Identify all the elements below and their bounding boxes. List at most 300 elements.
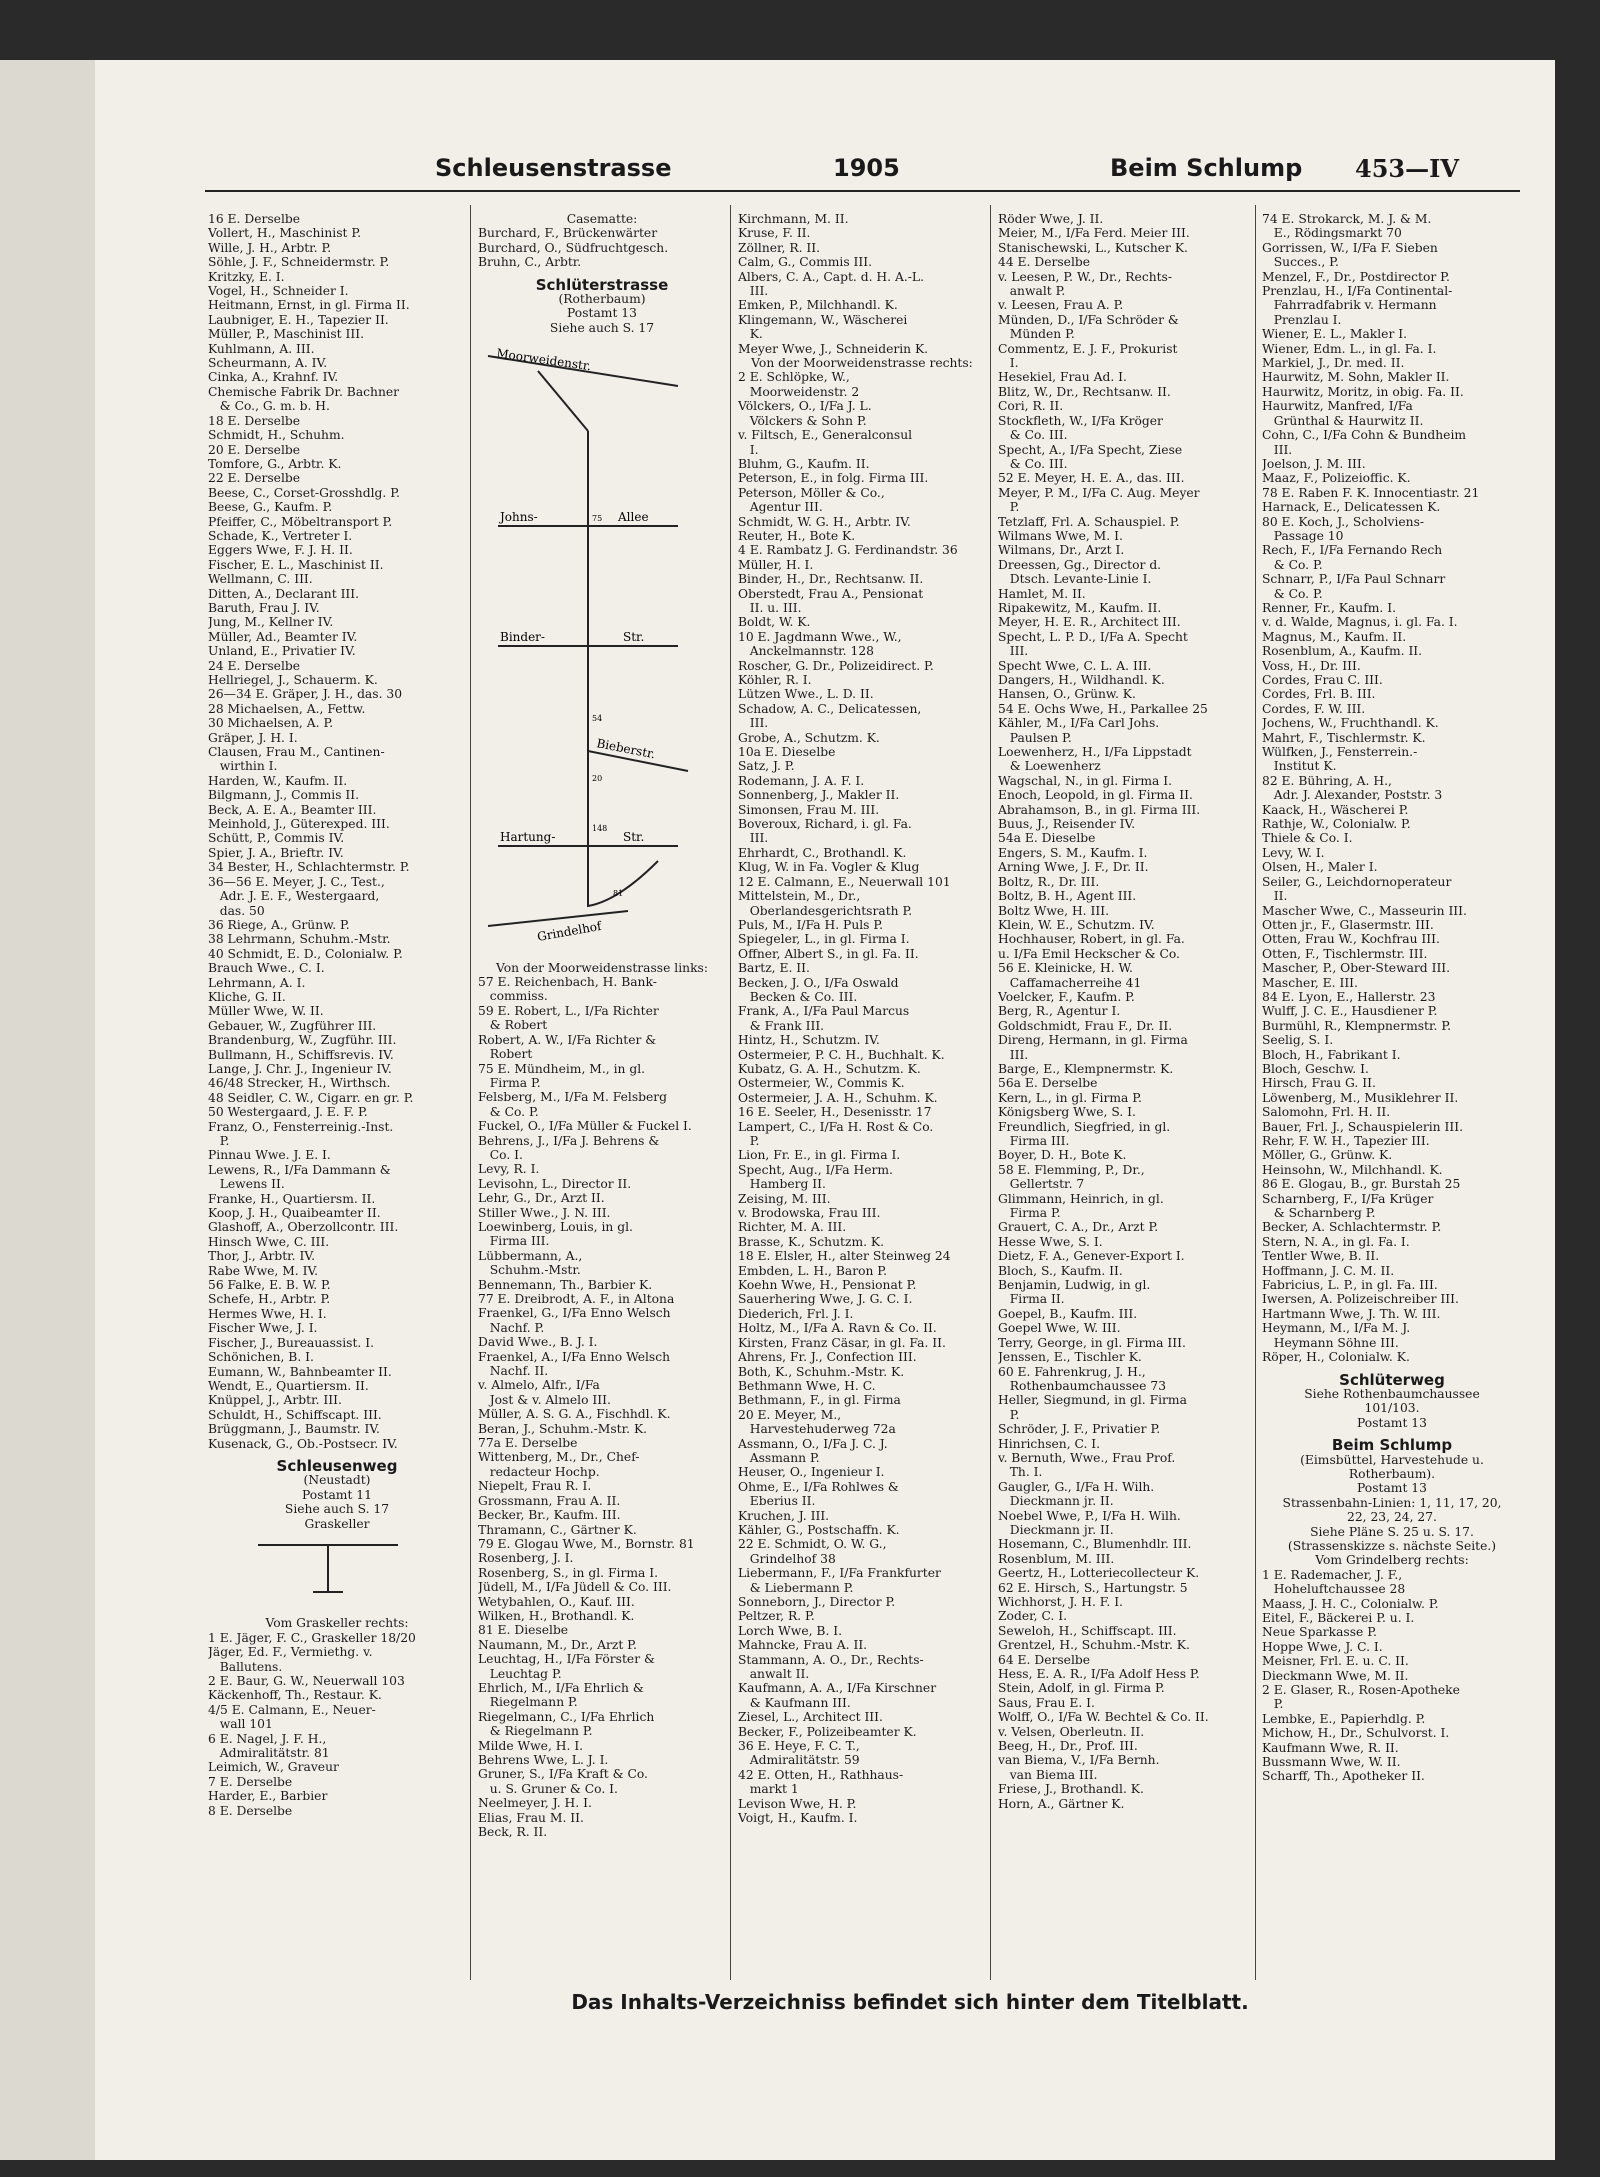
resident-entry: Rosenberg, S., in gl. Firma I. (478, 1565, 658, 1580)
house-number-entry: 42 E. Otten, H., Rathhaus- (738, 1767, 904, 1782)
resident-entry: Joelson, J. M. III. (1262, 456, 1366, 471)
resident-entry: Becker, F., Polizeibeamter K. (738, 1724, 917, 1739)
resident-entry: Franz, O., Fensterreinig.-Inst. (208, 1119, 394, 1134)
house-number-entry: 36—56 E. Meyer, J. C., Test., (208, 874, 385, 889)
resident-entry: Boltz Wwe, H. III. (998, 903, 1109, 918)
resident-entry: Lehrmann, A. I. (208, 975, 306, 990)
resident-entry: Levy, R. I. (478, 1162, 540, 1177)
house-number-entry: 81 E. Dieselbe (478, 1623, 569, 1638)
directory-column-2 (478, 212, 726, 1982)
resident-entry: Dangers, H., Wildhandl. K. (998, 673, 1165, 687)
resident-entry: Harvestehuderweg 72a (738, 1422, 896, 1437)
resident-entry: Otten jr., F., Glasermstr. III. (1262, 917, 1434, 932)
resident-entry: Bethmann Wwe, H. C. (738, 1378, 876, 1393)
resident-entry: wall 101 (208, 1717, 273, 1732)
resident-entry: Bloch, H., Fabrikant I. (1262, 1047, 1401, 1062)
section-note: Postamt 13 (1357, 1415, 1427, 1430)
resident-entry: Clausen, Frau M., Cantinen- (208, 745, 385, 760)
house-number-entry: 40 Schmidt, E. D., Colonialw. P. (208, 946, 403, 961)
house-number-entry: 22 E. Derselbe (208, 471, 301, 486)
house-number-entry: 18 E. Elsler, H., alter Steinweg 24 (738, 1249, 951, 1264)
resident-entry: Heymann Söhne III. (1262, 1335, 1399, 1350)
resident-entry: Wetybahlen, O., Kauf. III. (478, 1594, 635, 1609)
house-number-entry: 8 E. Derselbe (208, 1803, 293, 1818)
resident-entry: II. u. III. (738, 600, 802, 615)
house-number-entry: 38 Lehrmann, Schuhm.-Mstr. (208, 932, 391, 947)
resident-entry: Spiegeler, L., in gl. Firma I. (738, 932, 910, 947)
resident-entry: Nachf. P. (478, 1320, 545, 1335)
resident-entry: II. (1262, 889, 1288, 904)
resident-entry: Harden, W., Kaufm. II. (208, 773, 348, 788)
resident-entry: Vollert, H., Maschinist P. (208, 226, 362, 241)
resident-entry: Möller, G., Grünw. K. (1262, 1148, 1393, 1163)
resident-entry: v. Velsen, Oberleutn. II. (998, 1724, 1145, 1739)
resident-entry: Sonneborn, J., Director P. (738, 1595, 896, 1609)
resident-entry: Bloch, S., Kaufm. II. (998, 1263, 1123, 1278)
resident-entry: u. I/Fa Emil Heckscher & Co. (998, 946, 1180, 961)
resident-entry: Thiele & Co. I. (1262, 831, 1353, 846)
resident-entry: Harder, E., Barbier (208, 1789, 328, 1804)
resident-entry: P. (998, 500, 1020, 515)
resident-entry: Zeising, M. III. (738, 1191, 831, 1206)
resident-entry: Brandenburg, W., Zugführ. III. (208, 1033, 397, 1048)
resident-entry: & Riegelmann P. (478, 1724, 593, 1739)
resident-entry: Enoch, Leopold, in gl. Firma II. (998, 788, 1193, 803)
section-note: Rotherbaum). (1348, 1466, 1436, 1481)
section-note: Siehe auch S. 17 (549, 320, 655, 335)
directory-column-5 (1262, 212, 1522, 1982)
resident-entry: Thramann, C., Gärtner K. (478, 1522, 637, 1537)
resident-entry: Commentz, E. J. F., Prokurist (998, 341, 1178, 356)
page-header (205, 150, 1520, 192)
resident-entry: Schefe, H., Arbtr. P. (208, 1292, 331, 1307)
resident-entry: & Co. III. (998, 456, 1068, 471)
resident-entry: Gebauer, W., Zugführer III. (208, 1018, 377, 1033)
resident-entry: Paulsen P. (998, 730, 1072, 745)
resident-entry: Wilmans Wwe, M. I. (998, 528, 1123, 543)
resident-entry: Riegelmann, C., I/Fa Ehrlich (478, 1709, 655, 1724)
resident-entry: Passage 10 (1262, 528, 1344, 543)
resident-entry: E., Rödingsmarkt 70 (1262, 226, 1402, 241)
house-number-entry: 56 E. Kleinicke, H. W. (998, 961, 1133, 976)
resident-entry: Dietz, F. A., Genever-Export I. (998, 1249, 1185, 1264)
house-number-entry: 58 E. Flemming, P., Dr., (998, 1162, 1145, 1177)
section-note: Postamt 13 (1357, 1481, 1427, 1496)
resident-entry: Ostermeier, P. C. H., Buchhalt. K. (738, 1047, 945, 1062)
resident-entry: Gruner, S., I/Fa Kraft & Co. (478, 1767, 648, 1782)
resident-entry: Brauch Wwe., C. I. (208, 961, 325, 976)
resident-entry: Röder Wwe, J. II. (998, 212, 1104, 226)
resident-entry: Otten, F., Tischlermstr. III. (1262, 946, 1428, 961)
street-sketch-graskeller (208, 1537, 448, 1607)
house-number-entry: 1 E. Jäger, F. C., Graskeller 18/20 (208, 1630, 416, 1645)
resident-entry: Bluhm, G., Kaufm. II. (738, 456, 870, 471)
resident-entry: Iwersen, A. Polizeischreiber III. (1262, 1292, 1459, 1307)
resident-entry: Jäger, Ed. F., Vermiethg. v. (208, 1645, 373, 1660)
house-number-entry: 48 Seidler, C. W., Cigarr. en gr. P. (208, 1090, 414, 1105)
resident-entry: Eumann, W., Bahnbeamter II. (208, 1364, 392, 1379)
resident-entry: Fraenkel, G., I/Fa Enno Welsch (478, 1306, 671, 1321)
resident-entry: Beran, J., Schuhm.-Mstr. K. (478, 1421, 648, 1436)
resident-entry: Koop, J. H., Quaibeamter II. (208, 1206, 381, 1221)
resident-entry: Simonsen, Frau M. III. (738, 802, 880, 817)
resident-entry: Behrens, J., I/Fa J. Behrens & (478, 1133, 660, 1148)
resident-entry: Neue Sparkasse P. (1262, 1625, 1377, 1640)
resident-entry: Calm, G., Commis III. (738, 255, 873, 270)
resident-entry: Bullmann, H., Schiffsrevis. IV. (208, 1047, 394, 1062)
resident-entry: Bennemann, Th., Barbier K. (478, 1277, 653, 1292)
resident-entry: Richter, M. A. III. (738, 1220, 847, 1235)
section-note: Vom Graskeller rechts: (265, 1616, 409, 1631)
house-number-entry: 56 Falke, E. B. W. P. (208, 1278, 331, 1293)
resident-entry: Kähler, G., Postschaffn. K. (738, 1522, 900, 1537)
house-number-entry: 20 E. Derselbe (208, 442, 301, 457)
resident-entry: Lembke, E., Papierhdlg. P. (1262, 1711, 1426, 1726)
house-number-entry: 54 E. Ochs Wwe, H., Parkallee 25 (998, 701, 1208, 716)
resident-entry: Zoder, C. I. (998, 1609, 1067, 1624)
resident-entry: Berg, R., Agentur I. (998, 1004, 1121, 1019)
resident-entry: Ripakewitz, M., Kaufm. II. (998, 600, 1162, 615)
resident-entry: Grindelhof 38 (738, 1551, 836, 1566)
resident-entry: Behrens Wwe, L. J. I. (478, 1753, 609, 1767)
resident-entry: Specht, L. P. D., I/Fa A. Specht (998, 629, 1188, 644)
resident-entry: Mahncke, Frau A. II. (738, 1638, 868, 1653)
resident-entry: Robert (478, 1047, 533, 1062)
resident-entry: Diederich, Frl. J. I. (738, 1306, 854, 1321)
resident-entry: Knüppel, J., Arbtr. III. (208, 1393, 342, 1408)
map-label-number: 148 (592, 824, 608, 834)
resident-entry: Magnus, M., Kaufm. II. (1262, 629, 1407, 644)
house-number-entry: 62 E. Hirsch, S., Hartungstr. 5 (998, 1580, 1188, 1595)
header-page-number: 453—IV (1355, 154, 1459, 183)
resident-entry: Unland, E., Privatier IV. (208, 644, 356, 659)
resident-entry: Köhler, R. I. (738, 673, 812, 687)
resident-entry: Boltz, R., Dr. III. (998, 874, 1100, 889)
resident-entry: Hoppe Wwe, J. C. I. (1262, 1639, 1383, 1654)
resident-entry: Klingemann, W., Wäscherei (738, 312, 908, 327)
house-number-entry: 16 E. Derselbe (208, 212, 301, 226)
resident-entry: Specht Wwe, C. L. A. III. (998, 658, 1152, 673)
house-number-entry: 78 E. Raben F. K. Innocentiastr. 21 (1262, 485, 1480, 500)
resident-entry: Thor, J., Arbtr. IV. (208, 1249, 315, 1264)
house-number-entry: 10 E. Jagdmann Wwe., W., (738, 629, 902, 644)
resident-entry: Brasse, K., Schutzm. K. (738, 1234, 885, 1249)
resident-entry: Lorch Wwe, B. I. (738, 1623, 843, 1638)
resident-entry: Boyer, D. H., Bote K. (998, 1148, 1127, 1163)
resident-entry: Rosenberg, J. I. (478, 1551, 574, 1566)
resident-entry: & Scharnberg P. (1262, 1206, 1376, 1221)
house-number-entry: 28 Michaelsen, A., Fettw. (208, 701, 366, 716)
section-note: Von der Moorweidenstrasse rechts: (751, 356, 973, 371)
resident-entry: Salomohn, Frl. H. II. (1262, 1105, 1391, 1120)
resident-entry: Dieckmann Wwe, M. II. (1262, 1668, 1409, 1683)
resident-entry: Tetzlaff, Frl. A. Schauspiel. P. (998, 514, 1180, 529)
resident-entry: Michow, H., Dr., Schulvorst. I. (1262, 1726, 1450, 1741)
house-number-entry: 56a E. Derselbe (998, 1076, 1098, 1091)
section-note: Siehe Rothenbaumchaussee (1304, 1386, 1480, 1401)
resident-entry: Lion, Fr. E., in gl. Firma I. (738, 1148, 901, 1163)
resident-entry: Söhle, J. F., Schneidermstr. P. (208, 255, 390, 270)
resident-entry: Lewens, R., I/Fa Dammann & (208, 1162, 391, 1177)
resident-entry: Loewenherz, H., I/Fa Lippstadt (998, 745, 1192, 760)
resident-entry: Glimmann, Heinrich, in gl. (998, 1191, 1164, 1206)
map-label-moorweiden: Moorweidenstr. (495, 346, 593, 374)
section-note: Siehe Pläne S. 25 u. S. 17. (1310, 1524, 1474, 1539)
resident-entry: Wittenberg, M., Dr., Chef- (478, 1450, 640, 1465)
map-label-number: 81 (613, 889, 624, 899)
resident-entry: Ziesel, L., Architect III. (738, 1710, 883, 1725)
resident-entry: Kritzky, E. I. (208, 269, 285, 284)
resident-entry: Fischer, E. L., Maschinist II. (208, 557, 384, 572)
resident-entry: I. (738, 442, 759, 457)
resident-entry: Cori, R. II. (998, 399, 1064, 414)
resident-entry: Becken, J. O., I/Fa Oswald (738, 975, 899, 990)
column-rule (1255, 205, 1256, 1980)
section-note: (Strassenskizze s. nächste Seite.) (1287, 1538, 1497, 1553)
resident-entry: Chemische Fabrik Dr. Bachner (208, 384, 400, 399)
resident-entry: Hesekiel, Frau Ad. I. (998, 370, 1127, 385)
resident-entry: Buus, J., Reisender IV. (998, 817, 1136, 832)
resident-entry: Rehr, F. W. H., Tapezier III. (1262, 1134, 1430, 1148)
resident-entry: Wichhorst, J. H. F. I. (998, 1595, 1123, 1609)
resident-entry: Saus, Frau E. I. (998, 1695, 1095, 1710)
resident-entry: Boveroux, Richard, i. gl. Fa. (738, 817, 912, 832)
resident-entry: Rodemann, J. A. F. I. (738, 773, 865, 788)
resident-entry: Oberstedt, Frau A., Pensionat (738, 586, 924, 601)
resident-entry: & Co., G. m. b. H. (208, 399, 330, 414)
resident-entry: Königsberg Wwe, S. I. (998, 1105, 1136, 1120)
resident-entry: Stern, N. A., in gl. Fa. I. (1262, 1234, 1410, 1249)
resident-entry: Kusenack, G., Ob.-Postsecr. IV. (208, 1436, 398, 1451)
resident-entry: Fuckel, O., I/Fa Müller & Fuckel I. (478, 1119, 692, 1134)
resident-entry: v. Almelo, Alfr., I/Fa (478, 1378, 600, 1393)
resident-entry: Specht, A., I/Fa Specht, Ziese (998, 442, 1183, 457)
resident-entry: Neelmeyer, J. H. I. (478, 1796, 592, 1811)
map-label-number: 75 (592, 514, 603, 524)
house-number-entry: 84 E. Lyon, E., Hallerstr. 23 (1262, 989, 1436, 1004)
resident-entry: Kirchmann, M. II. (738, 212, 849, 226)
resident-entry: Th. I. (998, 1465, 1043, 1480)
resident-entry: Goldschmidt, Frau F., Dr. II. (998, 1018, 1173, 1033)
resident-entry: Hirsch, Frau G. II. (1262, 1076, 1376, 1091)
resident-entry: Hamlet, M. II. (998, 586, 1086, 601)
resident-entry: Both, K., Schuhm.-Mstr. K. (738, 1364, 905, 1379)
resident-entry: Assmann, O., I/Fa J. C. J. (738, 1436, 888, 1451)
resident-entry: Rech, F., I/Fa Fernando Rech (1262, 543, 1443, 558)
resident-entry: Beck, R. II. (478, 1825, 548, 1840)
resident-entry: das. 50 (208, 903, 265, 918)
resident-entry: Bussmann Wwe, W. II. (1262, 1755, 1401, 1770)
resident-entry: Stein, Adolf, in gl. Firma P. (998, 1681, 1165, 1696)
resident-entry: Seelig, S. I. (1262, 1033, 1334, 1048)
house-number-entry: 18 E. Derselbe (208, 413, 301, 428)
resident-entry: Ditten, A., Declarant III. (208, 586, 360, 601)
house-number-entry: 46/48 Strecker, H., Wirthsch. (208, 1076, 391, 1091)
resident-entry: Holtz, M., I/Fa A. Ravn & Co. II. (738, 1321, 937, 1336)
resident-entry: Meyer, H. E. R., Architect III. (998, 615, 1181, 630)
resident-entry: Prenzlau I. (1262, 312, 1342, 327)
resident-entry: Wülfken, J., Fensterrein.- (1262, 745, 1418, 760)
resident-entry: Lübbermann, A., (478, 1248, 583, 1263)
resident-entry: Fahrradfabrik v. Hermann (1262, 298, 1437, 313)
resident-entry: Liebermann, F., I/Fa Frankfurter (738, 1566, 941, 1581)
resident-entry: & Robert (478, 1018, 548, 1033)
resident-entry: Becken & Co. III. (738, 989, 858, 1004)
house-number-entry: 64 E. Derselbe (998, 1652, 1091, 1667)
house-number-entry: 54a E. Dieselbe (998, 831, 1096, 846)
resident-entry: I. (998, 356, 1019, 371)
resident-entry: Klein, W. E., Schutzm. IV. (998, 917, 1155, 932)
house-number-entry: 12 E. Calmann, E., Neuerwall 101 (738, 874, 951, 889)
house-number-entry: 7 E. Derselbe (208, 1774, 293, 1789)
section-note: (Neustadt) (303, 1473, 371, 1488)
resident-entry: Grobe, A., Schutzm. K. (738, 730, 880, 745)
resident-entry: Arning Wwe, J. F., Dr. II. (998, 860, 1149, 875)
house-number-entry: 36 Riege, A., Grünw. P. (208, 917, 350, 932)
house-number-entry: 80 E. Koch, J., Scholviens- (1262, 514, 1425, 529)
resident-entry: Pinnau Wwe. J. E. I. (208, 1148, 331, 1163)
section-note: (Rotherbaum) (558, 292, 646, 307)
resident-entry: Hess, E. A. R., I/Fa Adolf Hess P. (998, 1667, 1200, 1682)
resident-entry: Sauerhering Wwe, J. G. C. I. (738, 1292, 913, 1307)
resident-entry: Kubatz, G. A. H., Schutzm. K. (738, 1061, 921, 1076)
resident-entry: Meinhold, J., Güterexped. III. (208, 817, 390, 832)
resident-entry: Müller, H. I. (738, 557, 814, 572)
resident-entry: v. d. Walde, Magnus, i. gl. Fa. I. (1262, 615, 1458, 630)
resident-entry: anwalt II. (738, 1667, 810, 1682)
resident-entry: Mascher, P., Ober-Steward III. (1262, 961, 1451, 976)
resident-entry: Boltz, B. H., Agent III. (998, 889, 1137, 904)
house-number-entry: 2 E. Schlöpke, W., (738, 370, 850, 385)
resident-entry: Wilmans, Dr., Arzt I. (998, 543, 1125, 558)
resident-entry: Gräper, J. H. I. (208, 730, 298, 745)
street-sketch-schlueterstrasse (478, 341, 718, 951)
house-number-entry: 20 E. Meyer, M., (738, 1407, 842, 1422)
resident-entry: P. (208, 1134, 230, 1148)
resident-entry: Dreessen, Gg., Director d. (998, 557, 1162, 572)
resident-entry: Engers, S. M., Kaufm. I. (998, 845, 1148, 860)
resident-entry: Boldt, W. K. (738, 615, 811, 630)
resident-entry: Otten, Frau W., Kochfrau III. (1262, 932, 1440, 947)
resident-entry: Schönichen, B. I. (208, 1350, 314, 1365)
resident-entry: Scharff, Th., Apotheker II. (1262, 1769, 1425, 1784)
resident-entry: Lehr, G., Dr., Arzt II. (478, 1191, 605, 1206)
resident-entry: van Biema, V., I/Fa Bernh. (998, 1753, 1160, 1768)
resident-entry: Markiel, J., Dr. med. II. (1262, 356, 1405, 371)
resident-entry: Firma II. (998, 1292, 1065, 1307)
resident-entry: Abrahamson, B., in gl. Firma III. (998, 802, 1201, 817)
resident-entry: Schmidt, H., Schuhm. (208, 428, 345, 443)
resident-entry: Horn, A., Gärtner K. (998, 1796, 1125, 1811)
resident-entry: Lewens II. (208, 1177, 285, 1192)
resident-entry: Beese, C., Corset-Grosshdlg. P. (208, 485, 400, 500)
resident-entry: III. (998, 644, 1029, 659)
map-label-str2: Str. (623, 830, 645, 845)
resident-entry: Leimich, W., Graveur (208, 1760, 339, 1775)
resident-entry: III. (738, 831, 769, 846)
resident-entry: Beeg, H., Dr., Prof. III. (998, 1739, 1138, 1754)
resident-entry: Burchard, O., Südfruchtgesch. (478, 240, 669, 255)
resident-entry: Goepel, B., Kaufm. III. (998, 1306, 1138, 1321)
resident-entry: Fischer, J., Bureauassist. I. (208, 1335, 374, 1350)
resident-entry: Fischer Wwe, J. I. (208, 1321, 318, 1336)
resident-entry: Müller, Ad., Beamter IV. (208, 629, 358, 644)
resident-entry: Schadow, A. C., Delicatessen, (738, 701, 922, 716)
resident-entry: v. Leesen, Frau A. P. (998, 298, 1124, 313)
resident-entry: Schütt, P., Commis IV. (208, 831, 345, 846)
resident-entry: Cohn, C., I/Fa Cohn & Bundheim (1262, 428, 1467, 443)
resident-entry: Wolff, O., I/Fa W. Bechtel & Co. II. (998, 1710, 1209, 1725)
resident-entry: Schnarr, P., I/Fa Paul Schnarr (1262, 572, 1446, 587)
resident-entry: v. Bernuth, Wwe., Frau Prof. (998, 1450, 1176, 1465)
resident-entry: Terry, George, in gl. Firma III. (998, 1335, 1186, 1350)
house-number-entry: 1 E. Rademacher, J. F., (1262, 1567, 1403, 1582)
section-title: Schlüterstrasse (535, 275, 669, 294)
house-number-entry: 75 E. Mündheim, M., in gl. (478, 1061, 646, 1076)
resident-entry: Direng, Hermann, in gl. Firma (998, 1033, 1188, 1048)
resident-entry: Albers, C. A., Capt. d. H. A.-L. (738, 269, 924, 284)
resident-entry: Cordes, F. W. III. (1262, 701, 1366, 716)
resident-entry: III. (1262, 442, 1293, 457)
resident-entry: Stiller Wwe., J. N. III. (478, 1205, 611, 1220)
resident-entry: Caffamacherreihe 41 (998, 975, 1142, 990)
section-note: Von der Moorweidenstrasse links: (496, 960, 708, 975)
column-rule (470, 205, 471, 1980)
resident-entry: Puls, M., I/Fa H. Puls P. (738, 917, 884, 932)
section-note: Postamt 11 (302, 1487, 372, 1502)
resident-entry: Rosenblum, M. III. (998, 1551, 1115, 1566)
resident-entry: Eitel, F., Bäckerei P. u. I. (1262, 1611, 1415, 1625)
resident-entry: Offner, Albert S., in gl. Fa. II. (738, 946, 919, 961)
resident-entry: Wagschal, N., in gl. Firma I. (998, 773, 1173, 788)
map-label-johns: Johns- (500, 510, 538, 525)
resident-entry: Meisner, Frl. E. u. C. II. (1262, 1654, 1409, 1669)
resident-entry: Gaugler, G., I/Fa H. Wilh. (998, 1479, 1155, 1494)
section-title: Schleusenweg (276, 1456, 398, 1475)
house-number-entry: 44 E. Derselbe (998, 255, 1091, 270)
resident-entry: Schuldt, H., Schiffscapt. III. (208, 1407, 382, 1422)
resident-entry: Pfeiffer, C., Möbeltransport P. (208, 514, 393, 529)
resident-entry: Admiralitätstr. 81 (208, 1746, 330, 1761)
resident-entry: Müller Wwe, W. II. (208, 1004, 324, 1019)
resident-entry: Haurwitz, Manfred, I/Fa (1262, 399, 1413, 414)
directory-column-4 (998, 212, 1250, 1982)
resident-entry: Hosemann, C., Blumenhdlr. III. (998, 1537, 1192, 1552)
house-number-entry: 52 E. Meyer, H. E. A., das. III. (998, 471, 1185, 486)
resident-entry: Gellertstr. 7 (998, 1177, 1085, 1192)
house-number-entry: 50 Westergaard, J. E. F. P. (208, 1105, 368, 1120)
resident-entry: Binder, H., Dr., Rechtsanw. II. (738, 572, 924, 587)
resident-entry: Bloch, Geschw. I. (1262, 1061, 1369, 1076)
map-label-allee: Allee (618, 510, 649, 525)
resident-entry: Assmann P. (738, 1450, 820, 1465)
resident-entry: Jost & v. Almelo III. (478, 1392, 611, 1407)
resident-entry: Ostermeier, J. A. H., Schuhm. K. (738, 1090, 938, 1105)
resident-entry: Becker, A. Schlachtermstr. P. (1262, 1220, 1442, 1235)
resident-entry: Peltzer, R. P. (738, 1609, 815, 1624)
resident-entry: Dieckmann jr. II. (998, 1494, 1114, 1509)
resident-entry: Dieckmann jr. II. (998, 1522, 1114, 1537)
resident-entry: Haurwitz, Moritz, in obig. Fa. II. (1262, 384, 1464, 399)
resident-entry: Riegelmann P. (478, 1695, 578, 1710)
resident-entry: Haurwitz, M. Sohn, Makler II. (1262, 370, 1450, 385)
resident-entry: Levisohn, L., Director II. (478, 1176, 632, 1191)
resident-entry: Münden, D., I/Fa Schröder & (998, 312, 1179, 327)
section-note: (Eimsbüttel, Harvestehude u. (1300, 1452, 1484, 1467)
resident-entry: Spier, J. A., Brieftr. IV. (208, 845, 344, 860)
resident-entry: Kaufmann Wwe, R. II. (1262, 1740, 1399, 1755)
resident-entry: Hoffmann, J. C. M. II. (1262, 1263, 1395, 1278)
